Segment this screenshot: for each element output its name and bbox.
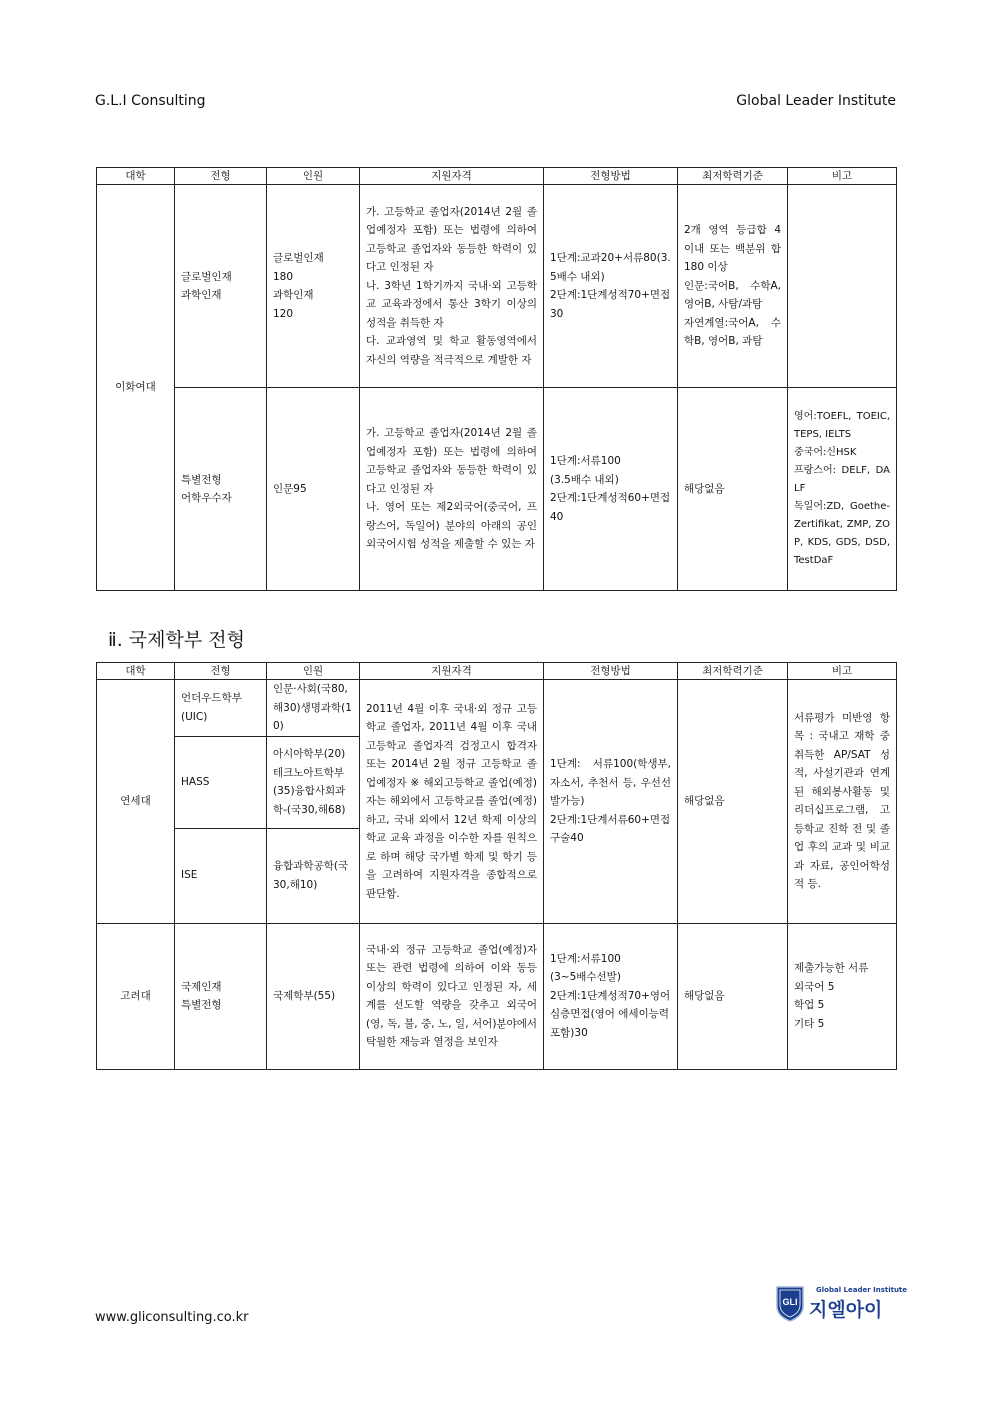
method-line: (3.5배수 내외) (550, 473, 619, 486)
qualification-cell (360, 388, 544, 591)
col-header-method: 전형방법 (544, 663, 678, 680)
method-line: 2단계:1단계성적70+영어심층면접(영어 에세이능력포함)30 (550, 989, 671, 1039)
qualification-item: 나. 3학년 1학기까지 국내·외 고등학교 교육과정에서 통산 3학기 이상의 성적을 취득한 자 (366, 279, 537, 329)
type-cell: HASS (175, 736, 267, 828)
shield-icon (775, 1284, 805, 1322)
note-cell: 서류평가 미반영 항목 : 국내고 재학 중 취득한 AP/SAT 성적, 사설기관과 연계된 해외봉사활동 및 리더십프로그램, 고등학교 진학 전 및 졸업 후의 교과 및 비교과 자료, 공인어학성적 등. (788, 680, 897, 924)
type-line: 언더우드학부 (181, 692, 242, 705)
quota-cell (267, 185, 360, 388)
note-line: 외국어 5 (794, 980, 835, 993)
quota-line: 120 (273, 307, 294, 320)
section-title: ⅱ. 국제학부 전형 (108, 629, 245, 651)
note-line: 독일어:ZD, Goethe-Zertifikat, ZMP, ZOP, KDS, GDS, DSD, TestDaF (794, 501, 890, 566)
method-line: 1단계: 서류100(학생부, 자소서, 추천서 등, 우선선발가능) (550, 758, 671, 807)
minimum-cell (678, 185, 788, 388)
qualification-item: 가. 고등학교 졸업자(2014년 2월 졸업예정자 포함) 또는 법령에 의하여 고등학교 졸업자와 동등한 학력이 있다고 인정된 자 (366, 205, 537, 274)
note-cell (788, 185, 897, 388)
minimum-line: 자연계열:국어A, 수학B, 영어B, 과탐 (684, 316, 781, 348)
quota-cell: 아시아학부(20)테크노아트학부(35)융합사회과학-(국30,해68) (267, 736, 360, 828)
col-header-minimum: 최저학력기준 (678, 168, 788, 185)
note-line: 제출가능한 서류 (794, 962, 869, 974)
admission-table-international (96, 662, 897, 1070)
quota-cell: 융합과학공학(국30,해10) (267, 828, 360, 923)
logo-text-ko: 지엘아이 (809, 1299, 883, 1321)
minimum-cell: 해당없음 (678, 388, 788, 591)
table-header-row (97, 168, 897, 185)
qualification-item: 나. 영어 또는 제2외국어(중국어, 프랑스어, 독일어) 분야의 아래의 공인 외국어시험 성적을 제출할 수 있는 자 (366, 501, 537, 551)
university-cell: 고려대 (97, 923, 175, 1069)
type-line: 어학우수자 (181, 492, 232, 504)
type-cell: ISE (175, 828, 267, 923)
type-line: 특별전형 (181, 473, 222, 486)
quota-line: 과학인재 (273, 289, 314, 301)
type-cell (175, 388, 267, 591)
note-line: 영어:TOEFL, TOEIC, TEPS, IELTS (794, 411, 890, 440)
qualification-cell: 2011년 4월 이후 국내·외 정규 고등학교 졸업자, 2011년 4월 이후 국내 고등학교 졸업자격 검정고시 합격자 또는 2014년 2월 정규 고등학교 졸업예정자 ※ 해외고등학교 졸업(예정)자는 해외에서 고등학교를 졸업(예정)하고, 국내 외에서 12년 학제 이상의 학교 교육 과정을 이수한 자를 원칙으로 하며 해당 국가별 학제 및 학기 등을 고려하여 지원자격을 종합적으로 판단함. (360, 680, 544, 924)
type-line: 특별전형 (181, 999, 222, 1011)
quota-line: 글로벌인재 (273, 252, 324, 264)
col-header-note: 비고 (788, 168, 897, 185)
minimum-cell: 해당없음 (678, 680, 788, 924)
method-cell (544, 185, 678, 388)
university-cell: 이화여대 (97, 185, 175, 591)
gli-logo (775, 1284, 908, 1324)
table-row (97, 388, 897, 591)
col-header-type: 전형 (175, 663, 267, 680)
qualification-cell: 국내·외 정규 고등학교 졸업(예정)자 또는 관련 법령에 의하여 이와 동등 이상의 학력이 있다고 인정된 자, 세계를 선도할 역량을 갖추고 외국어(영, 독, 불, 중, 노, 일, 서어)분야에서 탁월한 재능과 열정을 보인자 (360, 923, 544, 1069)
method-line: 2단계:1단계성적70+면접30 (550, 289, 671, 320)
quota-line: 180 (273, 270, 294, 283)
col-header-note: 비고 (788, 663, 897, 680)
col-header-minimum: 최저학력기준 (678, 663, 788, 680)
table-header-row (97, 663, 897, 680)
col-header-method: 전형방법 (544, 168, 678, 185)
col-header-university: 대학 (97, 663, 175, 680)
quota-cell: 인문·사회(국80,해30)생명과학(10) (267, 680, 360, 737)
qualification-item: 가. 고등학교 졸업자(2014년 2월 졸업예정자 포함) 또는 법령에 의하여 고등학교 졸업자와 동등한 학력이 있다고 인정된 자 (366, 427, 537, 495)
method-cell (544, 680, 678, 924)
qualification-item: 다. 교과영역 및 학교 활동영역에서 자신의 역량을 적극적으로 계발한 자 (366, 335, 537, 366)
admission-table-ewha (96, 167, 897, 591)
note-line: 중국어:신HSK (794, 447, 857, 458)
header-right: Global Leader Institute (736, 93, 896, 109)
table-row (97, 680, 897, 737)
col-header-university: 대학 (97, 168, 175, 185)
col-header-type: 전형 (175, 168, 267, 185)
note-line: 기타 5 (794, 1017, 825, 1030)
note-line: 프랑스어: DELF, DALF (794, 465, 890, 494)
footer-url: www.gliconsulting.co.kr (95, 1310, 249, 1325)
logo-mark: GLI (782, 1297, 798, 1307)
qualification-cell (360, 185, 544, 388)
method-cell (544, 388, 678, 591)
minimum-line: 2개 영역 등급합 4 이내 또는 백분위 합 180 이상 (684, 224, 781, 274)
note-cell (788, 388, 897, 591)
quota-cell: 인문95 (267, 388, 360, 591)
note-cell (788, 923, 897, 1069)
method-cell (544, 923, 678, 1069)
university-cell: 연세대 (97, 680, 175, 924)
type-line: 과학인재 (181, 289, 222, 301)
method-line: 2단계:1단계성적60+면접40 (550, 492, 671, 523)
method-line: (3~5배수선발) (550, 971, 621, 984)
method-line: 1단계:서류100 (550, 952, 621, 965)
minimum-line: 인문:국어B, 수학A, 영어B, 사탐/과탐 (684, 279, 781, 311)
table-row (97, 185, 897, 388)
logo-text-en: Global Leader Institute (816, 1286, 908, 1294)
col-header-quota: 인원 (267, 168, 360, 185)
note-line: 학업 5 (794, 999, 825, 1011)
table-row (97, 923, 897, 1069)
type-cell (175, 923, 267, 1069)
method-line: 2단계:1단계서류60+면접구술40 (550, 813, 671, 844)
col-header-quota: 인원 (267, 663, 360, 680)
col-header-qualification: 지원자격 (360, 663, 544, 680)
quota-cell: 국제학부(55) (267, 923, 360, 1069)
type-line: (UIC) (181, 710, 208, 723)
type-line: 국제인재 (181, 980, 222, 993)
header-left: G.L.I Consulting (95, 93, 206, 109)
col-header-qualification: 지원자격 (360, 168, 544, 185)
type-cell (175, 680, 267, 737)
method-line: 1단계:교과20+서류80(3.5배수 내외) (550, 252, 671, 283)
type-line: 글로벌인재 (181, 270, 232, 283)
minimum-cell: 해당없음 (678, 923, 788, 1069)
method-line: 1단계:서류100 (550, 455, 621, 467)
type-cell (175, 185, 267, 388)
